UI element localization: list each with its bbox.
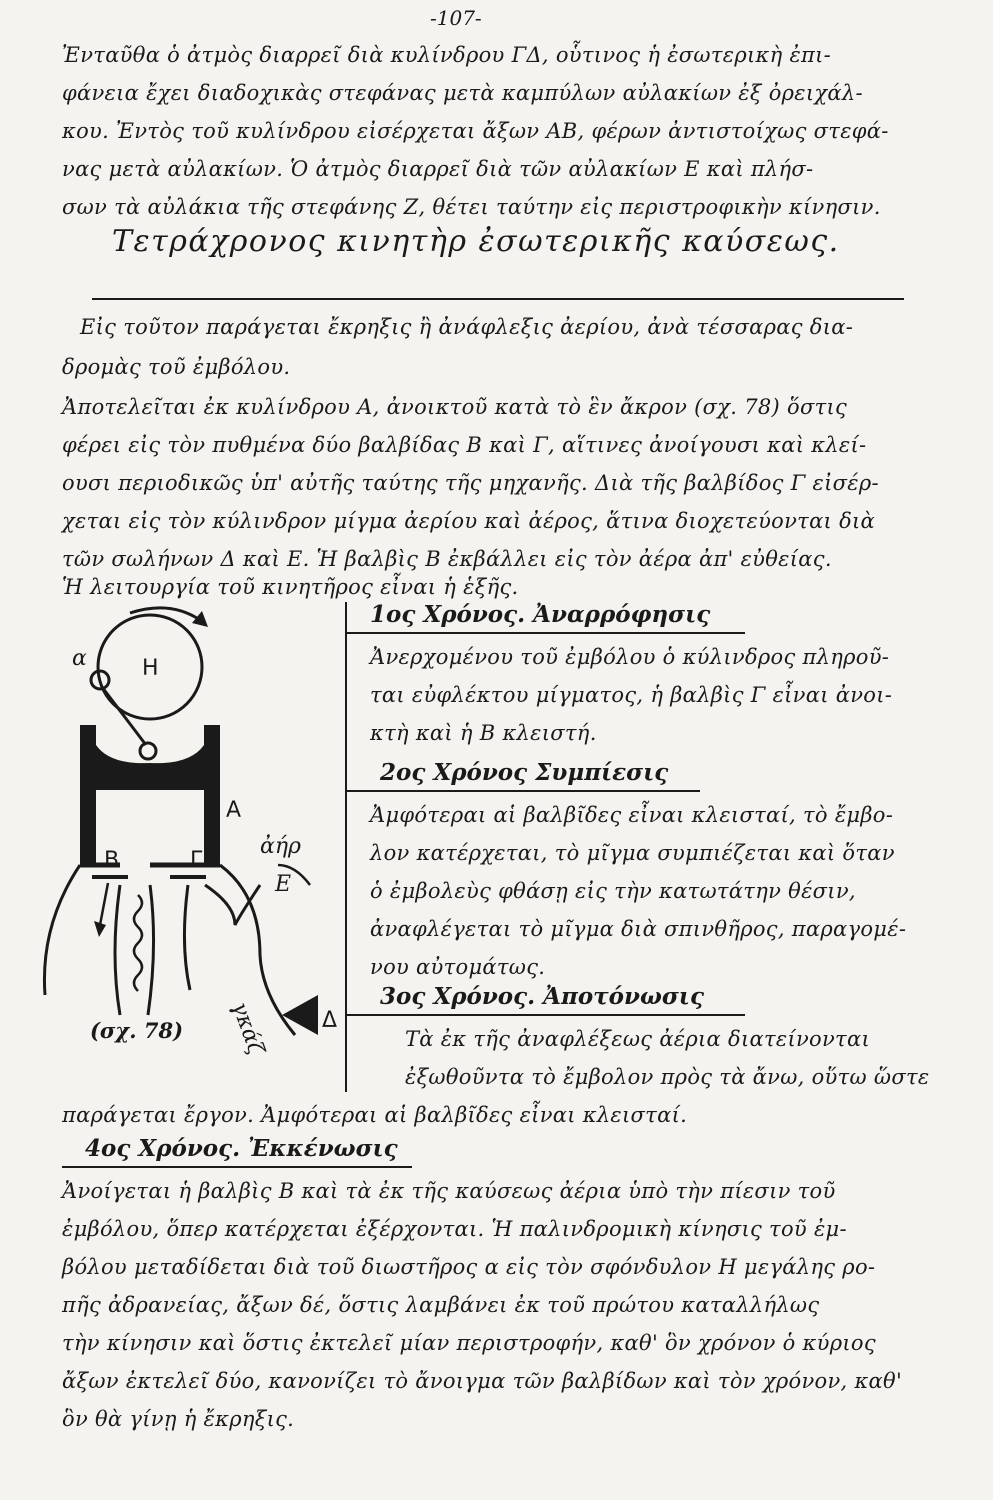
label-pipe-e: Ε [275, 872, 292, 897]
label-valve-b: Β [104, 848, 120, 873]
stroke2-line: ὁ ἐμβολεὺς φθάσῃ εἰς τὴν κατωτάτην θέσιν, [370, 879, 856, 903]
body-line: τῶν σωλήνων Δ καὶ Ε. Ἡ βαλβὶς Β ἐκβάλλει εἰς τὸν ἀέρα ἀπ' εὐθείας. [62, 547, 832, 571]
label-pipe-d: Δ [322, 1008, 338, 1033]
piston [96, 745, 204, 790]
stroke2-underline [345, 790, 700, 792]
stroke4-line: πῆς ἀδρανείας, ἄξων δέ, ὅστις λαμβάνει ἐκ τοῦ πρώτου καταλλήλως [62, 1293, 820, 1317]
label-alpha: α [72, 646, 87, 671]
rotation-arrowhead [192, 611, 208, 627]
piston-pin [140, 743, 156, 759]
exhaust-arrowhead [94, 921, 106, 937]
stroke4-line: ὃν θὰ γίνῃ ἡ ἔκρηξις. [62, 1407, 295, 1431]
stroke3-line: Τὰ ἐκ τῆς ἀναφλέξεως ἀέρια διατείνονται [405, 1027, 870, 1051]
pipe-outline [115, 885, 120, 1015]
gas-wedge [282, 995, 318, 1035]
body-line: Ἀποτελεῖται ἐκ κυλίνδρου Α, ἀνοικτοῦ κατὰ τὸ ἓν ἄκρον (σχ. 78) ὅστις [62, 395, 848, 419]
stroke1-line: Ἀνερχομένου τοῦ ἐμβόλου ὁ κύλινδρος πληροῦ- [370, 645, 890, 669]
stroke1-underline [345, 632, 745, 634]
stroke4-line: βόλου μεταδίδεται διὰ τοῦ διωστῆρος α εἰς τὸν σφόνδυλον Η μεγάλης ρο- [62, 1255, 876, 1279]
pipe-outline [148, 885, 154, 1015]
engine-figure [20, 595, 350, 1065]
stroke2-line: λον κατέρχεται, τὸ μῖγμα συμπιέζεται καὶ ὅταν [370, 841, 895, 865]
stroke2-line: ἀναφλέγεται τὸ μῖγμα διὰ σπινθῆρος, παραγομέ- [370, 917, 907, 941]
column-divider [345, 602, 347, 1092]
stroke2-line: Ἀμφότεραι αἱ βαλβῖδες εἶναι κλεισταί, τὸ ἔμβο- [370, 803, 894, 827]
body-line: ουσι περιοδικῶς ὑπ' αὐτῆς ταύτης τῆς μηχανῆς. Διὰ τῆς βαλβίδος Γ εἰσέρ- [62, 471, 879, 495]
stroke2-line: νου αὐτομάτως. [370, 955, 546, 979]
connecting-rod [102, 687, 146, 745]
stroke1-heading: 1ος Χρόνος. Ἀναρρόφησις [370, 601, 711, 628]
cylinder-wall-right [204, 725, 220, 865]
figure-caption: (σχ. 78) [90, 1018, 184, 1043]
body-line: Εἰς τοῦτον παράγεται ἔκρηξις ἢ ἀνάφλεξις ἀερίου, ἀνὰ τέσσαρας δια- [80, 315, 854, 339]
label-air: ἀήρ [260, 834, 301, 859]
stroke4-heading: 4ος Χρόνος. Ἐκκένωσις [85, 1135, 398, 1162]
stroke4-underline [62, 1166, 412, 1168]
stroke4-line: ἄξων ἐκτελεῖ δύο, κανονίζει τὸ ἄνοιγμα τῶν βαλβίδων καὶ τὸν χρόνον, καθ' [62, 1369, 903, 1393]
intro-line: σων τὰ αὐλάκια τῆς στεφάνης Ζ, θέτει ταύτην εἰς περιστροφικὴν κίνησιν. [62, 195, 881, 219]
intro-line: κου. Ἐντὸς τοῦ κυλίνδρου εἰσέρχεται ἄξων ΑΒ, φέρων ἀντιστοίχως στεφά- [62, 119, 889, 143]
label-gas: γκάζ [226, 998, 269, 1059]
pipe-outline [44, 865, 80, 995]
stroke2-heading: 2ος Χρόνος Συμπίεσις [380, 759, 669, 786]
exhaust-arrow [100, 883, 108, 925]
stroke4-line: Ἀνοίγεται ἡ βαλβὶς Β καὶ τὰ ἐκ τῆς καύσεως ἀέρια ὑπὸ τὴν πίεσιν τοῦ [62, 1179, 836, 1203]
stroke1-line: κτὴ καὶ ἡ Β κλειστή. [370, 721, 597, 745]
stroke3-line: ἐξωθοῦντα τὸ ἔμβολον πρὸς τὰ ἄνω, οὕτω ὥστε [405, 1065, 930, 1089]
stroke3-underline [345, 1014, 745, 1016]
intro-line: νας μετὰ αὐλακίων. Ὁ ἀτμὸς διαρρεῖ διὰ τῶν αὐλακίων Ε καὶ πλήσ- [62, 157, 814, 181]
stroke3-heading: 3ος Χρόνος. Ἀποτόνωσις [380, 983, 704, 1010]
title-underline [92, 298, 904, 300]
stroke3-last-line: παράγεται ἔργον. Ἀμφότεραι αἱ βαλβῖδες εἶναι κλεισταί. [62, 1103, 688, 1127]
body-line: φέρει εἰς τὸν πυθμένα δύο βαλβίδας Β καὶ Γ, αἵτινες ἀνοίγουσι καὶ κλεί- [62, 433, 867, 457]
cylinder-wall-left [80, 725, 96, 865]
page-number: -107- [430, 6, 482, 30]
section-title: Τετράχρονος κινητὴρ ἐσωτερικῆς καύσεως. [112, 224, 840, 259]
intro-line: Ἐνταῦθα ὁ ἀτμὸς διαρρεῖ διὰ κυλίνδρου ΓΔ, οὗτινος ἡ ἐσωτερικὴ ἐπι- [62, 43, 832, 67]
stroke4-line: ἐμβόλου, ὅπερ κατέρχεται ἐξέρχονται. Ἡ παλινδρομικὴ κίνησις τοῦ ἐμ- [62, 1217, 847, 1241]
body-line: Ἡ λειτουργία τοῦ κινητῆρος εἶναι ἡ ἑξῆς. [62, 575, 519, 599]
body-line: χεται εἰς τὸν κύλινδρον μίγμα ἀερίου καὶ ἀέρος, ἅτινα διοχετεύονται διὰ [62, 509, 876, 533]
intro-line: φάνεια ἔχει διαδοχικὰς στεφάνας μετὰ καμπύλων αὐλακίων ἐξ ὀρειχάλ- [62, 81, 863, 105]
pipe-outline [184, 885, 190, 990]
body-line: δρομὰς τοῦ ἐμβόλου. [62, 355, 291, 379]
label-flywheel: Η [142, 656, 159, 681]
stroke4-line: τὴν κίνησιν καὶ ὅστις ἐκτελεῖ μίαν περιστροφήν, καθ' ὃν χρόνον ὁ κύριος [62, 1331, 876, 1355]
label-cylinder: Α [226, 798, 242, 823]
stroke1-line: ται εὐφλέκτου μίγματος, ἡ βαλβὶς Γ εἶναι ἀνοι- [370, 683, 893, 707]
label-valve-g: Γ [190, 848, 203, 873]
gas-coil [134, 895, 142, 991]
